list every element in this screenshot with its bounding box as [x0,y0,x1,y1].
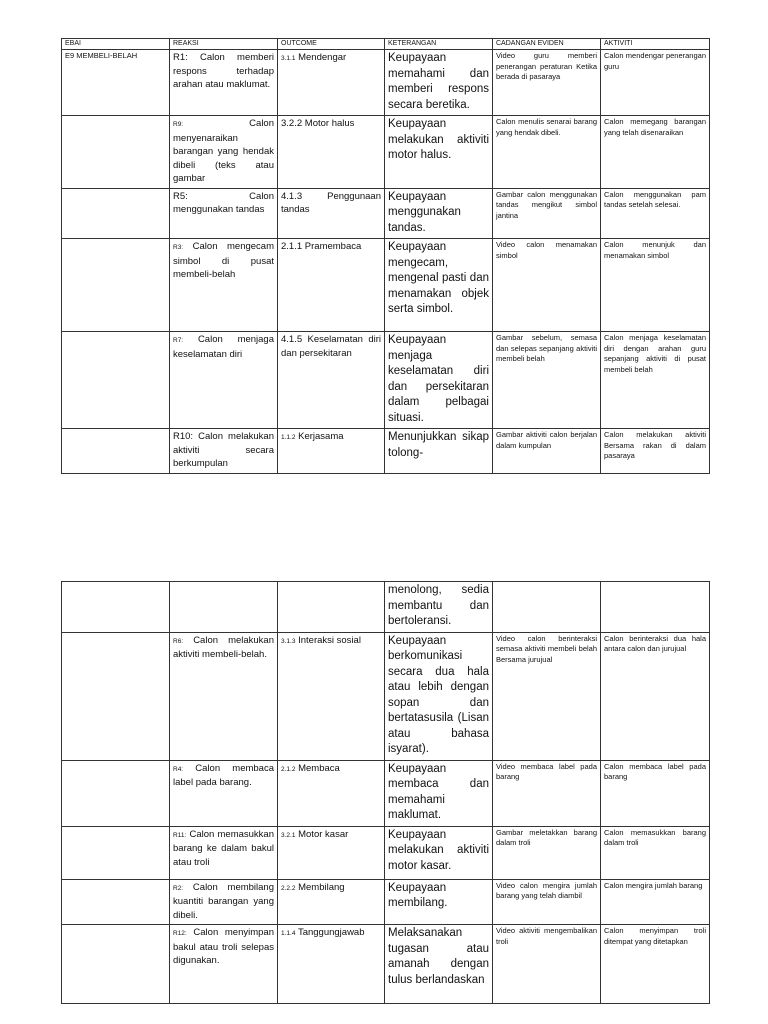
cell-keterangan: Keupayaan berkomunikasi secara dua hala atau lebih dengan sopan dan bertatasusila (Lisan atau bahasa isyarat). [385,632,493,760]
table-row [62,50,710,116]
table-row [62,332,710,429]
cell-ebai [62,116,170,189]
cell-aktiviti: Calon mendengar penerangan guru [601,50,710,116]
table-row [62,826,710,879]
outcome-text: Membaca [298,762,340,774]
cell-reaksi [170,116,278,189]
outcome-text: Kerjasama [298,431,344,442]
header-aktiviti: AKTIVITI [601,39,710,50]
outcome-text: Keselamatan diri dan persekitaran [281,334,382,359]
cell-keterangan: menolong, sedia membantu dan bertoleransi. [385,582,493,633]
cell-ebai [62,582,170,633]
cell-eviden: Gambar aktiviti calon berjalan dalam kumpulan [493,429,601,474]
cell-outcome [278,332,385,429]
outcome-code: 2.1.1 [281,241,303,252]
cell-outcome [278,116,385,189]
cell-reaksi [170,429,278,474]
activity-table-page-2 [61,581,710,1004]
cell-aktiviti: Calon menjaga keselamatan diri dengan arahan guru sepanjang aktiviti di pusat membeli belah [601,332,710,429]
reaksi-text: Calon menggunakan tandas [173,190,274,215]
reaksi-text: Calon melakukan aktiviti membeli-belah. [173,634,275,660]
cell-eviden: Video aktiviti mengembalikan troli [493,925,601,1004]
outcome-code: 3.2.2 [281,118,303,129]
table-row [62,188,710,239]
cell-eviden: Video calon berinteraksi semasa aktiviti membeli belah Bersama jurujual [493,632,601,760]
reaksi-code: R4: [173,765,184,773]
cell-outcome [278,50,385,116]
cell-ebai [62,239,170,332]
table-row [62,925,710,1004]
cell-ebai [62,429,170,474]
outcome-code: 1.1.4 [281,930,296,937]
table-row [62,116,710,189]
cell-ebai [62,760,170,826]
activity-table-page-1 [61,38,710,474]
cell-eviden: Video calon mengira jumlah barang yang telah diambil [493,879,601,925]
reaksi-text: Calon melakukan aktiviti secara berkumpulan [173,431,274,469]
cell-eviden: Calon menulis senarai barang yang hendak dibeli. [493,116,601,189]
reaksi-code: R7: [173,337,184,344]
cell-eviden: Gambar sebelum, semasa dan selepas sepanjang aktiviti membeli belah [493,332,601,429]
cell-eviden: Video calon menamakan simbol [493,239,601,332]
outcome-text: Mendengar [298,52,347,63]
cell-reaksi [170,879,278,925]
cell-aktiviti: Calon menggunakan pam tandas setelah selesai. [601,188,710,239]
cell-aktiviti: Calon mengira jumlah barang [601,879,710,925]
outcome-text: Membilang [298,881,345,893]
reaksi-code: R3: [173,244,184,251]
outcome-code: 4.1.5 [281,334,303,345]
cell-aktiviti: Calon melakukan aktiviti Bersama rakan di dalam pasaraya [601,429,710,474]
cell-reaksi [170,826,278,879]
outcome-text: Interaksi sosial [298,634,361,646]
cell-ebai: E9 MEMBELI-BELAH [62,50,170,116]
cell-eviden: Gambar meletakkan barang dalam troli [493,826,601,879]
reaksi-text: Calon memasukkan barang ke dalam bakul atau troli [173,828,274,868]
cell-eviden: Video guru memberi penerangan peraturan Ketika berada di pasaraya [493,50,601,116]
outcome-code: 3.2.1 [281,831,296,839]
outcome-code: 3.1.1 [281,55,296,62]
reaksi-code: R5: [173,190,188,202]
cell-outcome [278,239,385,332]
cell-keterangan: Keupayaan menjaga keselamatan diri dan persekitaran dalam pelbagai situasi. [385,332,493,429]
cell-keterangan: Keupayaan memahami dan memberi respons secara beretika. [385,50,493,116]
table-row [62,760,710,826]
cell-reaksi [170,188,278,239]
table-row [62,429,710,474]
cell-outcome [278,188,385,239]
outcome-text: Tanggungjawab [297,927,365,938]
cell-outcome [278,925,385,1004]
cell-aktiviti [601,582,710,633]
cell-reaksi [170,332,278,429]
reaksi-text: Calon menjaga keselamatan diri [173,334,275,360]
table-row [62,879,710,925]
reaksi-code: R10: [173,431,194,442]
outcome-text: Pramembaca [304,241,362,252]
header-reaksi: REAKSI [170,39,278,50]
header-outcome: OUTCOME [278,39,385,50]
outcome-code: 2.1.2 [281,765,296,773]
reaksi-text: Calon membaca label pada barang. [173,762,274,788]
header-keterangan: KETERANGAN [385,39,493,50]
cell-reaksi [170,239,278,332]
cell-outcome [278,879,385,925]
reaksi-text: Calon mengecam simbol di pusat membeli-belah [173,241,274,280]
cell-outcome [278,582,385,633]
cell-aktiviti: Calon berinteraksi dua hala antara calon dan jurujual [601,632,710,760]
reaksi-code: R11: [173,831,187,839]
outcome-code: 2.2.2 [281,884,296,892]
outcome-text: Motor kasar [298,828,349,840]
cell-keterangan: Keupayaan menggunakan tandas. [385,188,493,239]
cell-keterangan: Melaksanakan tugasan atau amanah dengan tulus berlandaskan [385,925,493,1004]
cell-ebai [62,826,170,879]
cell-aktiviti: Calon membaca label pada barang [601,760,710,826]
cell-keterangan: Menunjukkan sikap tolong- [385,429,493,474]
outcome-code: 4.1.3 [281,190,303,202]
cell-reaksi [170,582,278,633]
cell-ebai [62,925,170,1004]
cell-reaksi [170,632,278,760]
cell-aktiviti: Calon memasukkan barang dalam troli [601,826,710,879]
cell-reaksi [170,760,278,826]
cell-eviden: Gambar calon menggunakan tandas mengikut simbol jantina [493,188,601,239]
reaksi-text: Calon menyimpan bakul atau troli selepas digunakan. [173,927,274,966]
table-row [62,632,710,760]
cell-outcome [278,429,385,474]
cell-reaksi [170,925,278,1004]
reaksi-code: R12: [173,930,187,937]
table-row [62,239,710,332]
table-header-row [62,39,710,50]
cell-aktiviti: Calon memegang barangan yang telah disenaraikan [601,116,710,189]
reaksi-code: R9: [173,121,184,128]
cell-keterangan: Keupayaan melakukan aktiviti motor kasar. [385,826,493,879]
outcome-text: Motor halus [304,118,355,129]
outcome-code: 1.1.2 [281,434,296,441]
cell-keterangan: Keupayaan mengecam, mengenal pasti dan menamakan objek serta simbol. [385,239,493,332]
cell-ebai [62,188,170,239]
cell-keterangan: Keupayaan membilang. [385,879,493,925]
cell-outcome [278,826,385,879]
cell-ebai [62,332,170,429]
reaksi-code: R1: [173,52,188,63]
cell-aktiviti: Calon menyimpan troli ditempat yang ditetapkan [601,925,710,1004]
reaksi-text: Calon menyenaraikan barangan yang hendak dibeli (teks atau gambar [173,118,274,184]
header-cadangan-eviden: CADANGAN EVIDEN [493,39,601,50]
cell-outcome [278,632,385,760]
header-ebai: EBAI [62,39,170,50]
cell-ebai [62,632,170,760]
cell-outcome [278,760,385,826]
cell-reaksi [170,50,278,116]
reaksi-code: R2: [173,884,184,892]
cell-ebai [62,879,170,925]
cell-eviden [493,582,601,633]
cell-keterangan: Keupayaan melakukan aktiviti motor halus. [385,116,493,189]
cell-aktiviti: Calon menunjuk dan menamakan simbol [601,239,710,332]
reaksi-text: Calon memberi respons terhadap arahan atau maklumat. [173,52,274,90]
reaksi-code: R6: [173,637,184,645]
cell-keterangan: Keupayaan membaca dan memahami maklumat. [385,760,493,826]
cell-eviden: Video membaca label pada barang [493,760,601,826]
outcome-text: Penggunaan tandas [281,190,381,215]
reaksi-text: Calon membilang kuantiti barangan yang dibeli. [173,881,274,921]
table-row [62,582,710,633]
outcome-code: 3.1.3 [281,637,296,645]
